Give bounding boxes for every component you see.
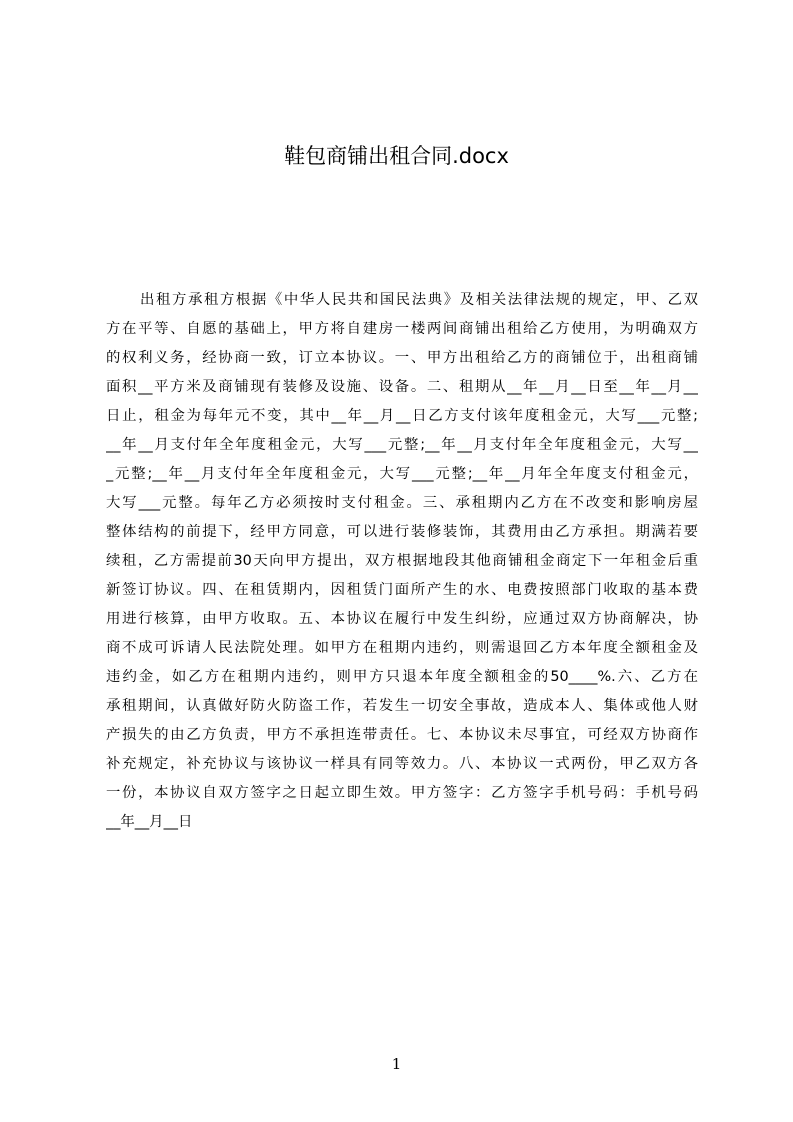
body-line: 日止，租金为每年元不变，其中__年__月__日乙方支付该年度租金元，大写___元整; [106,408,698,424]
body-line: 补充规定，补充协议与该协议一样具有同等效力。八、本协议一式两份，甲乙双方各 [106,756,698,772]
body-line: 续租，乙方需提前30天向甲方提出，双方根据地段其他商铺租金商定下一年租金后重 [106,553,698,569]
document-title: 鞋包商铺出租合同.docx [284,144,509,168]
body-line: 新签订协议。四、在租赁期内，因租赁门面所产生的水、电费按照部门收取的基本费 [106,582,698,598]
body-line: __年__月支付年全年度租金元，大写___元整;__年__月支付年全年度租金元，大写__ [106,437,698,453]
body-line: 违约金，如乙方在租期内违约，则甲方只退本年度全额租金的50____%.六、乙方在 [106,669,698,685]
body-line: 承租期间，认真做好防火防盗工作，若发生一切安全事故，造成本人、集体或他人财 [106,698,698,714]
body-line: 产损失的由乙方负责，甲方不承担连带责任。七、本协议未尽事宜，可经双方协商作 [106,727,698,743]
body-line: 面积__平方米及商铺现有装修及设施、设备。二、租期从__年__月__日至__年__月__ [106,379,698,395]
body-line: _元整;__年__月支付年全年度租金元，大写___元整;__年__月年全年度支付租金元， [106,466,698,482]
body-line: 方在平等、自愿的基础上，甲方将自建房一楼两间商铺出租给乙方使用，为明确双方 [106,321,698,337]
body-line: 整体结构的前提下，经甲方同意，可以进行装修装饰，其费用由乙方承担。期满若要 [106,524,698,540]
body-line: __年__月__日 [106,814,193,830]
body-line: 一份，本协议自双方签字之日起立即生效。甲方签字：乙方签字手机号码：手机号码 [106,785,698,801]
document-body [106,286,698,837]
body-line: 的权利义务，经协商一致，订立本协议。一、甲方出租给乙方的商铺位于，出租商铺 [106,350,698,366]
body-line: 用进行核算，由甲方收取。五、本协议在履行中发生纠纷，应通过双方协商解决，协 [106,611,698,627]
body-line: 出租方承租方根据《中华人民共和国民法典》及相关法律法规的规定，甲、乙双 [140,292,698,308]
page-number: 1 [391,1055,402,1073]
body-line: 商不成可诉请人民法院处理。如甲方在租期内违约，则需退回乙方本年度全额租金及 [106,640,698,656]
body-line: 大写___元整。每年乙方必须按时支付租金。三、承租期内乙方在不改变和影响房屋 [106,495,698,511]
